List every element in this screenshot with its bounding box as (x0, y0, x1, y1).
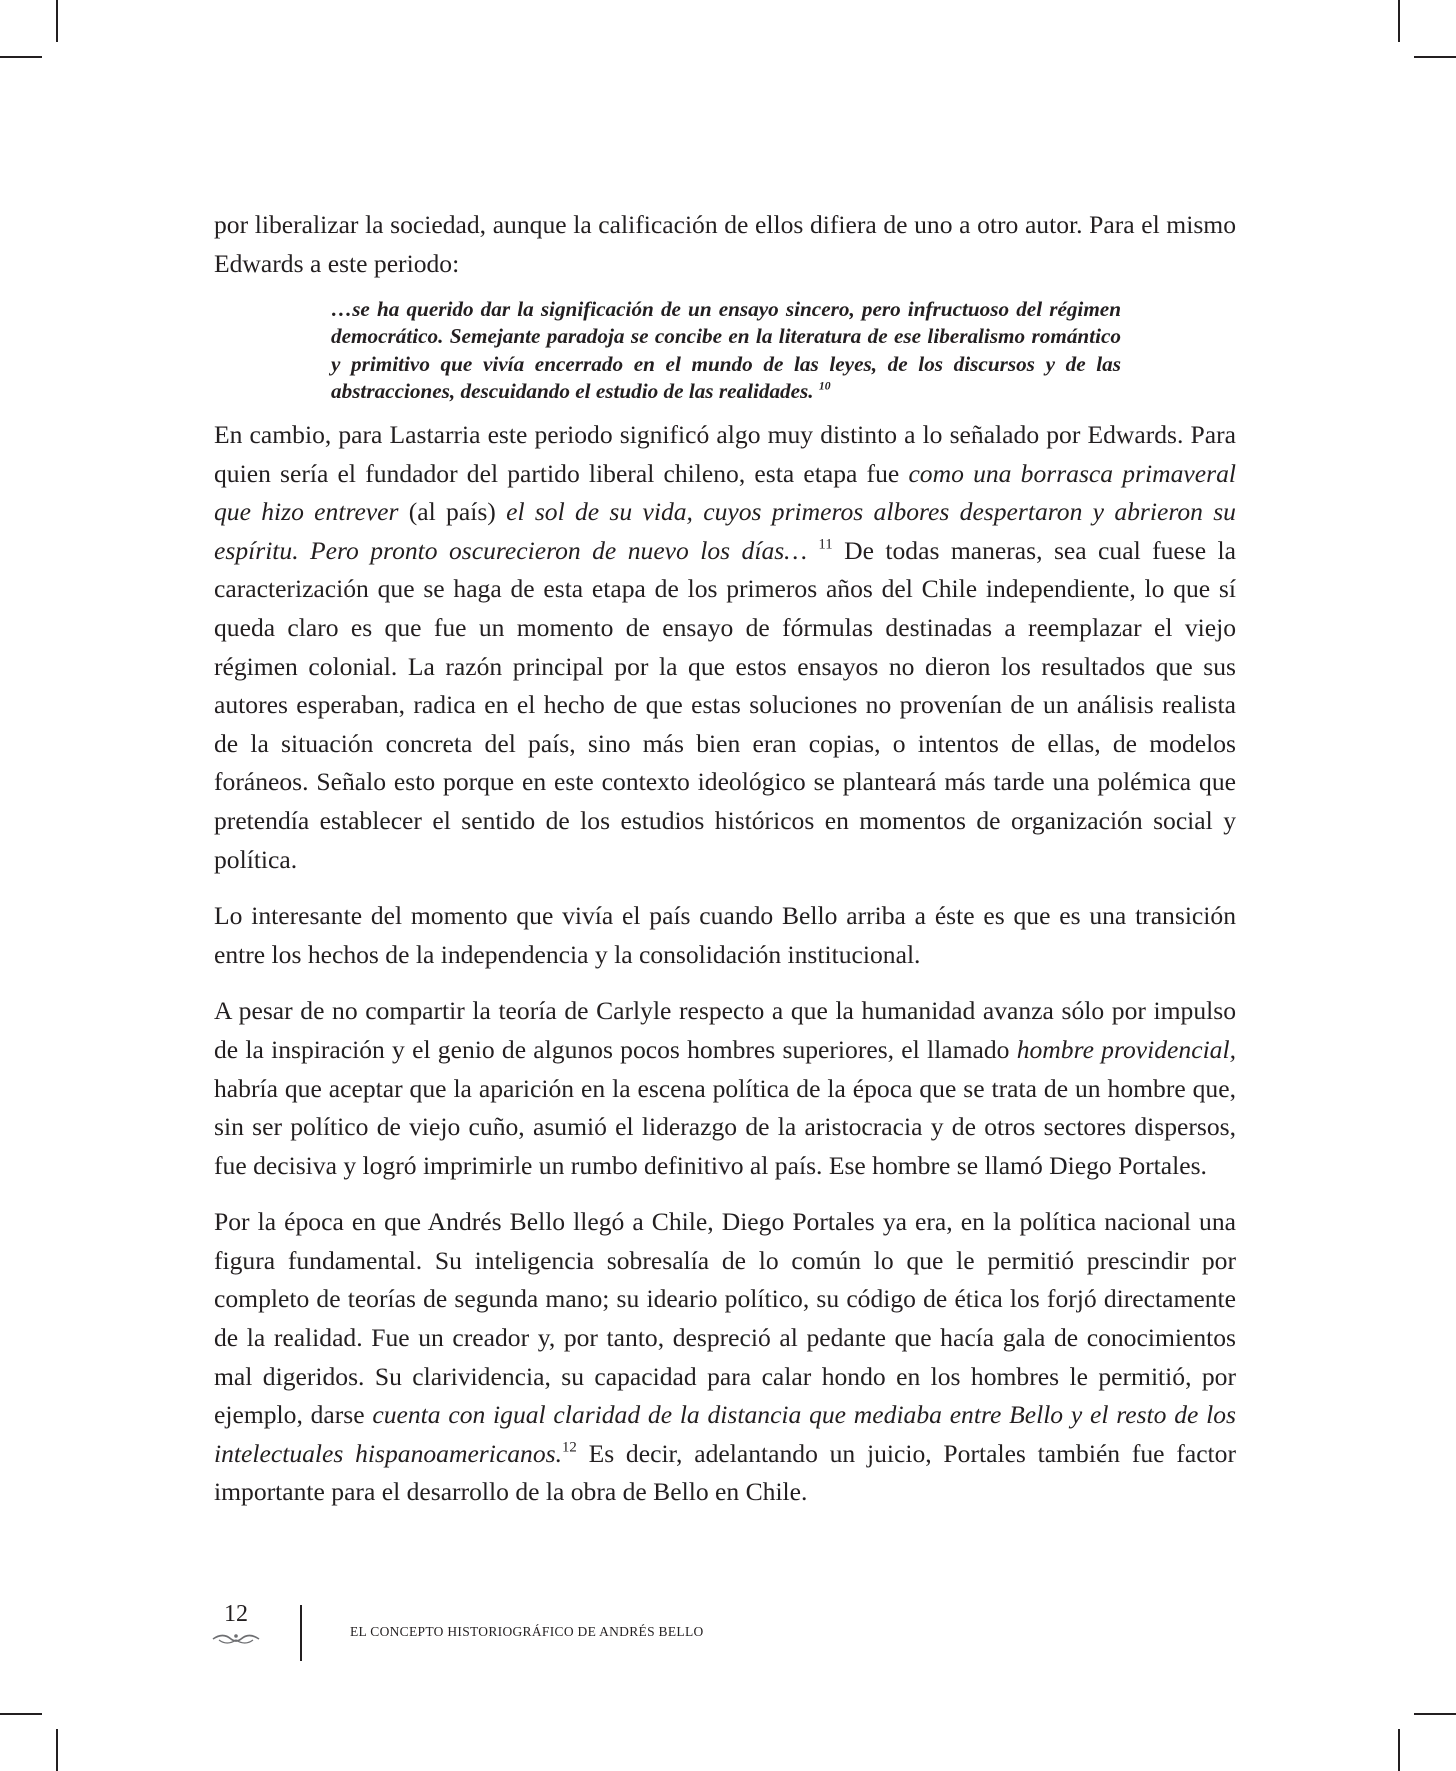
flourish-ornament-icon (209, 1630, 263, 1648)
footnote-ref-11: 11 (818, 536, 833, 553)
body-paragraph-transition: Lo interesante del momento que vivía el país cuando Bello arriba a éste es que es una transición entre los hechos de la independencia y la consolidación institucional. (214, 901, 1236, 969)
crop-mark-bottom-left-vertical (56, 1729, 58, 1771)
body-paragraph-portales: Por la época en que Andrés Bello llegó a Chile, Diego Portales ya era, en la política nacional una figura fundamental. Su inteligencia sobresalía de lo común lo que le permitió prescindir por completo de teorías de segunda mano; su ideario político, su código de ética los forjó directamente de la realidad. Fue un creador y, por tanto, despreció al pedante que hacía gala de conocimientos mal digeridos. Su clarividencia, su capacidad para calar hondo en los hombres le permitió, por ejemplo, darse cuenta con igual claridad de la distancia que mediaba entre Bello y el resto de los intelectuales hispanoamericanos.$^{12}$ Es decir, adelantando un juicio, Portales también fue factor importante para el desarrollo de la obra de Bello en Chile. (214, 1207, 1236, 1507)
crop-mark-bottom-right-horizontal (1414, 1713, 1456, 1715)
crop-mark-top-right-vertical (1398, 0, 1400, 42)
crop-mark-top-left-horizontal (0, 56, 42, 58)
running-title: EL CONCEPTO HISTORIOGRÁFICO DE ANDRÉS BELLO (350, 1624, 704, 1639)
body-paragraph-carlyle: A pesar de no compartir la teoría de Carlyle respecto a que la humanidad avanza sólo por impulso de la inspiración y el genio de algunos pocos hombres superiores, el llamado hombre providencial, habría que aceptar que la aparición en la escena política de la época que se trata de un hombre que, sin ser político de viejo cuño, asumió el liderazgo de la aristocracia y de otros sectores dispersos, fue decisiva y logró imprimirle un rumbo definitivo al país. Ese hombre se llamó Diego Portales. (214, 996, 1236, 1180)
body-paragraph-lastarria: En cambio, para Lastarria este periodo significó algo muy distinto a lo señalado por Edwards. Para quien sería el fundador del partido liberal chileno, esta etapa fue como una borrasca primaveral que hizo entrever (al país) el sol de su vida, cuyos primeros albores despertaron y abrieron su espíritu. Pero pronto oscurecieron de nuevo los días… $^{11}$ De todas maneras, sea cual fuese la caracterización que se haga de esta etapa de los primeros años del Chile independiente, lo que sí queda claro es que fue un momento de ensayo de fórmulas destinadas a reemplazar el viejo régimen colonial. La razón principal por la que estos ensayos no dieron los resultados que sus autores esperaban, radica en el hecho de que estas soluciones no provenían de un análisis realista de la situación concreta del país, sino más bien eran copias, o intentos de ellas, de modelos foráneos. Señalo esto porque en este contexto ideológico se planteará más tarde una polémica que pretendía establecer el sentido de los estudios históricos en momentos de organización social y política. (214, 420, 1236, 874)
footnote-ref-10: 10 (818, 379, 831, 393)
crop-mark-top-right-horizontal (1414, 56, 1456, 58)
block-quote-text: …se ha querido dar la significación de un ensayo sincero, pero infructuoso del régimen democrático. Semejante paradoja se concibe en la literatura de ese liberalismo romántico y primitivo que vivía encerrado en el mundo de las leyes, de los discursos y de las abstracciones, descuidando el estudio de las realidades. (331, 297, 1121, 404)
crop-mark-bottom-left-horizontal (0, 1713, 42, 1715)
footnote-ref-12: 12 (561, 1439, 577, 1456)
body-text-main (214, 416, 1236, 1512)
crop-mark-top-left-vertical (56, 0, 58, 42)
page-number: 12 (224, 1601, 248, 1627)
footer-divider (300, 1605, 302, 1661)
block-quote (331, 296, 1121, 406)
body-paragraph-intro: por liberalizar la sociedad, aunque la calificación de ellos difiera de uno a otro autor. Para el mismo Edwards a este periodo: (214, 210, 1236, 278)
crop-mark-bottom-right-vertical (1398, 1729, 1400, 1771)
